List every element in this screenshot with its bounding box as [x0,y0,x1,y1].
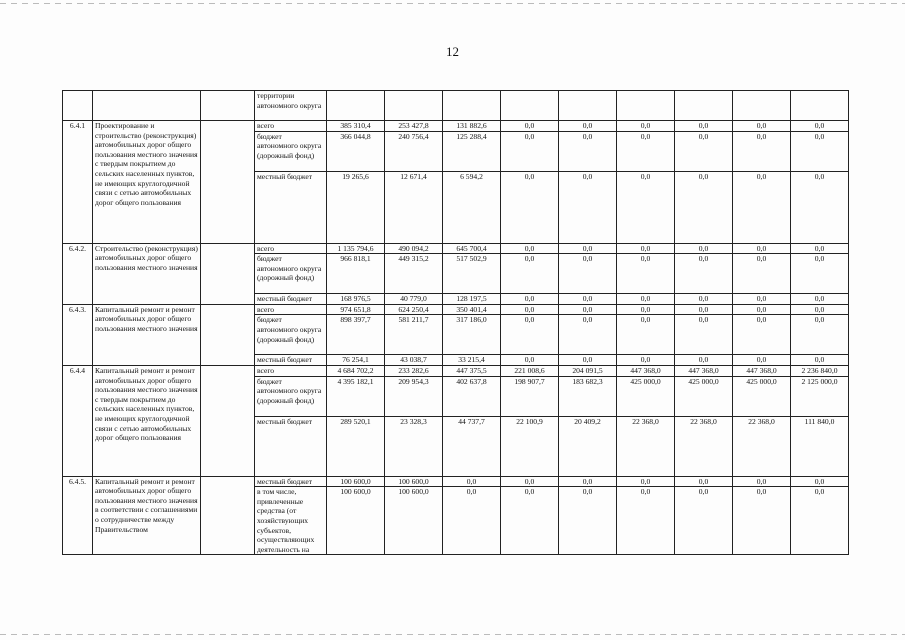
amount-cell: 4 684 702,2 [327,365,385,376]
row-executor [201,121,255,244]
row-measure-name [93,91,201,121]
table-row [63,91,849,121]
funding-source: бюджет автономного округа (дорожный фонд) [255,376,327,416]
amount-cell: 76 254,1 [327,355,385,366]
amount-cell: 0,0 [443,487,501,555]
amount-cell: 22 368,0 [675,416,733,476]
amount-cell: 425 000,0 [675,376,733,416]
amount-cell: 12 671,4 [385,171,443,243]
amount-cell: 0,0 [733,131,791,171]
amount-cell: 128 197,5 [443,294,501,305]
amount-cell [501,91,559,121]
table-row [63,365,849,376]
amount-cell: 0,0 [559,254,617,294]
amount-cell: 0,0 [675,355,733,366]
funding-source: местный бюджет [255,416,327,476]
row-code: 6.4.1 [63,121,93,244]
row-code: 6.4.2. [63,243,93,304]
amount-cell: 0,0 [791,315,849,355]
amount-cell: 0,0 [733,254,791,294]
amount-cell: 966 818,1 [327,254,385,294]
table-row [63,476,849,487]
amount-cell: 402 637,8 [443,376,501,416]
amount-cell: 385 310,4 [327,121,385,132]
amount-cell: 23 328,3 [385,416,443,476]
row-executor [201,365,255,476]
amount-cell: 1 135 794,6 [327,243,385,254]
amount-cell: 0,0 [675,121,733,132]
amount-cell: 0,0 [559,315,617,355]
amount-cell [733,91,791,121]
amount-cell: 204 091,5 [559,365,617,376]
funding-source: бюджет автономного округа (дорожный фонд) [255,315,327,355]
amount-cell: 0,0 [617,171,675,243]
funding-source: всего [255,365,327,376]
amount-cell: 0,0 [617,315,675,355]
amount-cell: 100 600,0 [385,487,443,555]
funding-source: всего [255,121,327,132]
amount-cell: 898 397,7 [327,315,385,355]
amount-cell: 0,0 [617,304,675,315]
row-measure-name: Строительство (реконструкция) автомобильных дорог общего пользования местного значения [93,243,201,304]
row-measure-name: Капитальный ремонт и ремонт автомобильных дорог общего пользования местного значения [93,304,201,365]
amount-cell: 425 000,0 [617,376,675,416]
amount-cell: 0,0 [617,243,675,254]
funding-source: местный бюджет [255,476,327,487]
amount-cell: 0,0 [791,254,849,294]
amount-cell: 44 737,7 [443,416,501,476]
amount-cell: 0,0 [501,355,559,366]
amount-cell: 20 409,2 [559,416,617,476]
row-executor [201,91,255,121]
amount-cell: 0,0 [617,131,675,171]
row-code: 6.4.5. [63,476,93,555]
amount-cell: 447 368,0 [733,365,791,376]
row-code: 6.4.4 [63,365,93,476]
amount-cell: 131 882,6 [443,121,501,132]
amount-cell: 0,0 [559,476,617,487]
amount-cell: 0,0 [791,121,849,132]
amount-cell: 0,0 [791,476,849,487]
amount-cell: 447 368,0 [617,365,675,376]
amount-cell: 0,0 [617,355,675,366]
amount-cell: 350 401,4 [443,304,501,315]
amount-cell: 183 682,3 [559,376,617,416]
page-number: 12 [446,44,459,59]
amount-cell: 581 211,7 [385,315,443,355]
amount-cell: 0,0 [501,294,559,305]
amount-cell: 447 375,5 [443,365,501,376]
amount-cell: 0,0 [791,355,849,366]
funding-source: местный бюджет [255,355,327,366]
amount-cell: 111 840,0 [791,416,849,476]
amount-cell: 0,0 [501,476,559,487]
amount-cell: 0,0 [733,487,791,555]
amount-cell: 4 395 182,1 [327,376,385,416]
amount-cell: 0,0 [617,121,675,132]
amount-cell: 0,0 [559,355,617,366]
amount-cell: 624 250,4 [385,304,443,315]
row-measure-name: Проектирование и строительство (реконструкция) автомобильных дорог общего пользования местного значения с твердым покрытием до сельских населенных пунктов, не имеющих круглогодичной связи с сетью автомобильных дорог общего пользования [93,121,201,244]
funding-source: бюджет автономного округа (дорожный фонд) [255,131,327,171]
amount-cell: 0,0 [733,121,791,132]
budget-table [62,90,849,555]
amount-cell: 0,0 [559,487,617,555]
amount-cell: 240 756,4 [385,131,443,171]
amount-cell: 0,0 [675,131,733,171]
row-executor [201,243,255,304]
amount-cell: 209 954,3 [385,376,443,416]
amount-cell: 0,0 [501,304,559,315]
amount-cell: 0,0 [791,131,849,171]
row-executor [201,304,255,365]
amount-cell: 0,0 [791,243,849,254]
funding-source: местный бюджет [255,171,327,243]
amount-cell: 0,0 [791,487,849,555]
amount-cell: 6 594,2 [443,171,501,243]
amount-cell: 0,0 [501,121,559,132]
amount-cell: 253 427,8 [385,121,443,132]
amount-cell: 0,0 [501,243,559,254]
table-row [63,304,849,315]
row-code: 6.4.3. [63,304,93,365]
amount-cell: 0,0 [733,243,791,254]
amount-cell: 0,0 [617,487,675,555]
amount-cell: 0,0 [559,294,617,305]
amount-cell [617,91,675,121]
scan-artifact-bottom [0,634,905,635]
amount-cell: 366 044,8 [327,131,385,171]
amount-cell: 0,0 [675,254,733,294]
funding-source: всего [255,304,327,315]
amount-cell: 0,0 [791,171,849,243]
amount-cell: 0,0 [501,254,559,294]
amount-cell: 490 094,2 [385,243,443,254]
amount-cell: 100 600,0 [327,487,385,555]
scan-artifact-top [0,3,905,4]
amount-cell: 0,0 [559,171,617,243]
amount-cell: 0,0 [559,131,617,171]
amount-cell: 317 186,0 [443,315,501,355]
amount-cell: 0,0 [559,121,617,132]
amount-cell: 233 282,6 [385,365,443,376]
amount-cell: 0,0 [675,476,733,487]
row-measure-name: Капитальный ремонт и ремонт автомобильных дорог общего пользования местного значения в соответствии с соглашениями о сотрудничестве между Правительством [93,476,201,555]
amount-cell [327,91,385,121]
table-row [63,121,849,132]
amount-cell: 0,0 [733,476,791,487]
amount-cell: 517 502,9 [443,254,501,294]
amount-cell: 0,0 [675,487,733,555]
amount-cell: 0,0 [559,304,617,315]
amount-cell: 0,0 [733,355,791,366]
amount-cell: 425 000,0 [733,376,791,416]
amount-cell: 449 315,2 [385,254,443,294]
amount-cell [791,91,849,121]
funding-source: территории автономного округа [255,91,327,121]
amount-cell [385,91,443,121]
row-code [63,91,93,121]
amount-cell: 0,0 [675,315,733,355]
amount-cell: 125 288,4 [443,131,501,171]
funding-source: в том числе, привлеченные средства (от хозяйствующих субъектов, осуществляющих деятельность на [255,487,327,555]
amount-cell: 0,0 [733,171,791,243]
amount-cell: 0,0 [501,315,559,355]
amount-cell: 0,0 [675,243,733,254]
amount-cell: 40 779,0 [385,294,443,305]
amount-cell: 168 976,5 [327,294,385,305]
amount-cell: 0,0 [675,294,733,305]
amount-cell: 0,0 [617,254,675,294]
amount-cell: 645 700,4 [443,243,501,254]
amount-cell: 0,0 [501,131,559,171]
amount-cell: 447 368,0 [675,365,733,376]
funding-source: бюджет автономного округа (дорожный фонд) [255,254,327,294]
amount-cell: 22 368,0 [733,416,791,476]
amount-cell: 289 520,1 [327,416,385,476]
amount-cell: 0,0 [501,171,559,243]
amount-cell [559,91,617,121]
row-executor [201,476,255,555]
funding-source: всего [255,243,327,254]
amount-cell: 2 236 840,0 [791,365,849,376]
amount-cell: 0,0 [559,243,617,254]
amount-cell: 0,0 [791,304,849,315]
amount-cell [443,91,501,121]
amount-cell: 0,0 [617,476,675,487]
amount-cell [675,91,733,121]
amount-cell: 221 008,6 [501,365,559,376]
row-measure-name: Капитальный ремонт и ремонт автомобильных дорог общего пользования местного значения с твердым покрытием до сельских населенных пунктов, не имеющих круглогодичной связи с сетью автомобильных дорог общего пользования [93,365,201,476]
funding-source: местный бюджет [255,294,327,305]
amount-cell: 0,0 [501,487,559,555]
amount-cell: 0,0 [675,304,733,315]
amount-cell: 2 125 000,0 [791,376,849,416]
amount-cell: 22 100,9 [501,416,559,476]
amount-cell: 22 368,0 [617,416,675,476]
amount-cell: 0,0 [617,294,675,305]
amount-cell: 100 600,0 [385,476,443,487]
amount-cell: 0,0 [733,294,791,305]
amount-cell: 0,0 [733,304,791,315]
amount-cell: 0,0 [733,315,791,355]
table-row [63,243,849,254]
amount-cell: 198 907,7 [501,376,559,416]
amount-cell: 33 215,4 [443,355,501,366]
amount-cell: 0,0 [791,294,849,305]
amount-cell: 974 651,8 [327,304,385,315]
amount-cell: 43 038,7 [385,355,443,366]
amount-cell: 0,0 [675,171,733,243]
amount-cell: 19 265,6 [327,171,385,243]
amount-cell: 0,0 [443,476,501,487]
amount-cell: 100 600,0 [327,476,385,487]
